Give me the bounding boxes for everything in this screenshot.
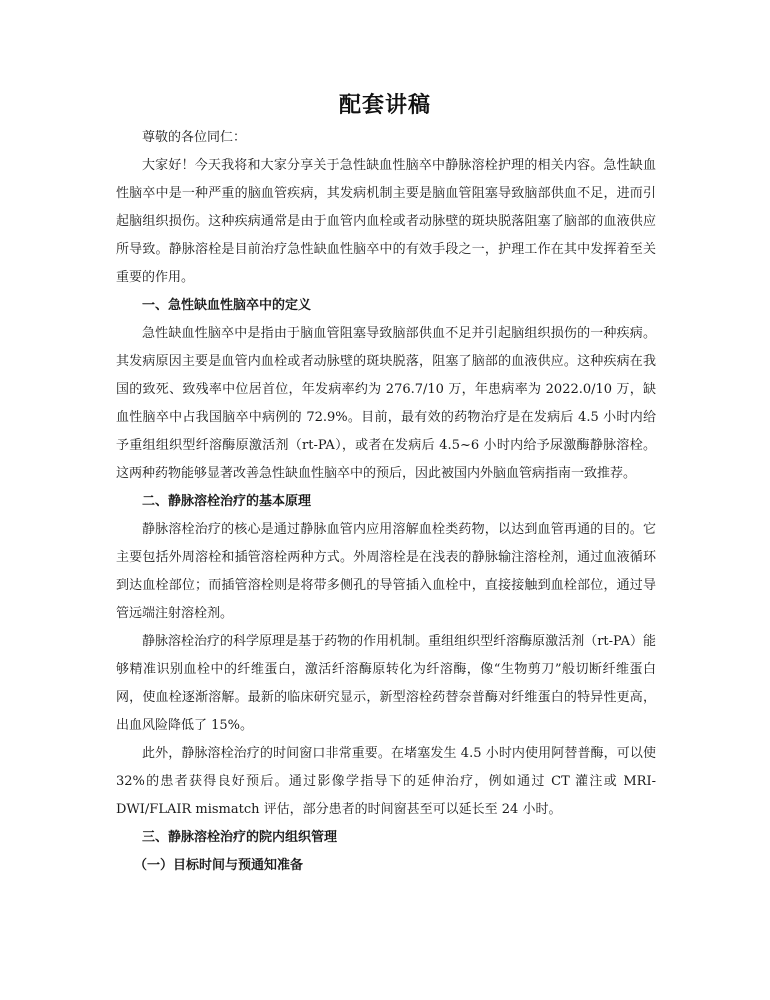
section-2-heading: 二、静脉溶栓治疗的基本原理 — [142, 494, 312, 509]
section-1-heading: 一、急性缺血性脑卒中的定义 — [142, 298, 312, 313]
section-2-paragraph-1: 静脉溶栓治疗的核心是通过静脉血管内应用溶解血栓类药物，以达到血管再通的目的。它主要包括外周溶栓和插管溶栓两种方式。外周溶栓是在浅表的静脉输注溶栓剂，通过血液循环到达血栓部位；而插管溶栓则是将带多侧孔的导管插入血栓中，直接接触到血栓部位，通过导管远端注射溶栓剂。 — [116, 522, 656, 621]
salutation: 尊敬的各位同仁： — [142, 130, 247, 145]
section-2-paragraph-3: 此外，静脉溶栓治疗的时间窗口非常重要。在堵塞发生 4.5 小时内使用阿替普酶，可以使 32%的患者获得良好预后。通过影像学指导下的延伸治疗，例如通过 CT 灌注或 MRI-DWI/FLAIR mismatch 评估，部分患者的时间窗甚至可以延长至 24 小时。 — [116, 746, 656, 817]
section-2-paragraph-2: 静脉溶栓治疗的科学原理是基于药物的作用机制。重组组织型纤溶酶原激活剂（rt-PA）能够精准识别血栓中的纤维蛋白，激活纤溶酶原转化为纤溶酶，像“生物剪刀”般切断纤维蛋白网，使血栓逐渐溶解。最新的临床研究显示，新型溶栓药替奈普酶对纤维蛋白的特异性更高，出血风险降低了 15%。 — [116, 634, 656, 733]
section-1-paragraph-1: 急性缺血性脑卒中是指由于脑血管阻塞导致脑部供血不足并引起脑组织损伤的一种疾病。其发病原因主要是血管内血栓或者动脉壁的斑块脱落，阻塞了脑部的血液供应。这种疾病在我国的致死、致残率中位居首位，年发病率约为 276.7/10 万，年患病率为 2022.0/10 万，缺血性脑卒中占我国脑卒中病例的 72.9%。目前，最有效的药物治疗是在发病后 4.5 小时内给予重组组织型纤溶酶原激活剂（rt-PA），或者在发病后 4.5~6 小时内给予尿激酶静脉溶栓。这两种药物能够显著改善急性缺血性脑卒中的预后，因此被国内外脑血管病指南一致推荐。 — [116, 326, 656, 481]
document-title: 配套讲稿 — [338, 92, 431, 118]
document-body — [116, 124, 656, 880]
section-3-heading: 三、静脉溶栓治疗的院内组织管理 — [142, 830, 338, 845]
intro-paragraph: 大家好！今天我将和大家分享关于急性缺血性脑卒中静脉溶栓护理的相关内容。急性缺血性脑卒中是一种严重的脑血管疾病，其发病机制主要是脑血管阻塞导致脑部供血不足，进而引起脑组织损伤。这种疾病通常是由于血管内血栓或者动脉壁的斑块脱落阻塞了脑部的血液供应所导致。静脉溶栓是目前治疗急性缺血性脑卒中的有效手段之一，护理工作在其中发挥着至关重要的作用。 — [116, 158, 656, 285]
section-3-subheading: （一）目标时间与预通知准备 — [134, 858, 304, 873]
